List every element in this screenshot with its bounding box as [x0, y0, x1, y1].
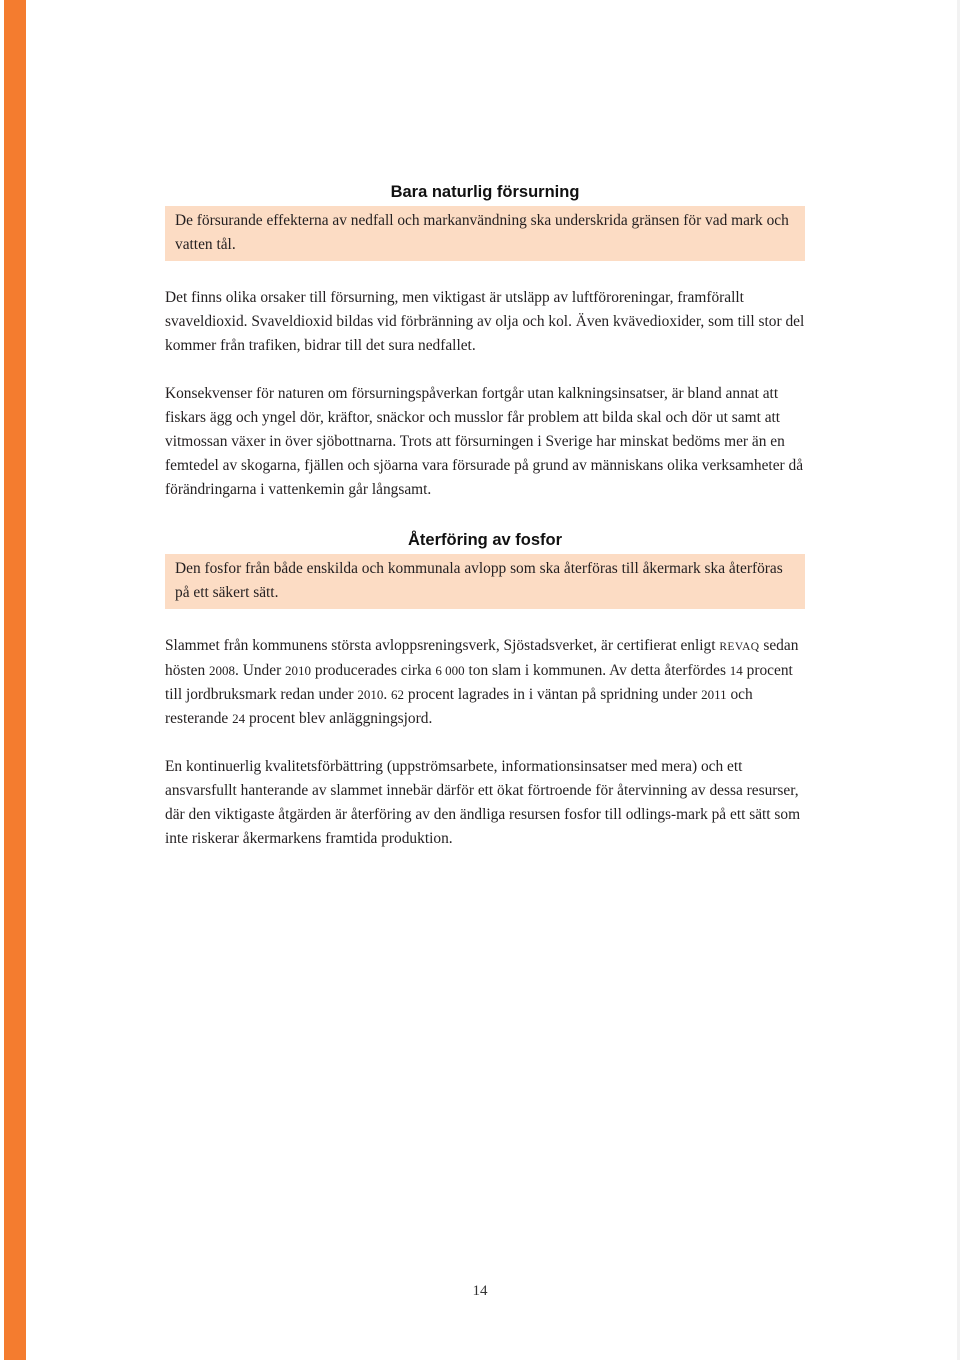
goal-box-acidification: De försurande effekterna av nedfall och markanvändning ska underskrida gränsen för vad mark och vatten tål. [165, 206, 805, 261]
year-value: 2010 [357, 687, 384, 702]
year-value: 2008 [209, 663, 236, 678]
tonnage-value: 6 000 [435, 663, 465, 678]
year-value: 2011 [701, 687, 727, 702]
goal-box-phosphorus: Den fosfor från både enskilda och kommunala avlopp som ska återföras till åkermark ska återföras på ett säkert sätt. [165, 554, 805, 609]
percent-value: 24 [232, 711, 246, 726]
text-fragment: Slammet från kommunens största avloppsreningsverk, Sjöstadsverket, är certifierat enligt [165, 637, 720, 654]
text-fragment: . [383, 686, 392, 703]
revaq-certification: REVAQ [719, 641, 760, 653]
text-fragment: . Under [235, 662, 286, 679]
text-fragment: och resterande [165, 686, 753, 727]
page-number: 14 [472, 1283, 488, 1299]
text-fragment: procent till jordbruksmark redan under [165, 662, 793, 703]
section-heading-acidification: Bara naturlig försurning [390, 183, 580, 201]
paragraph-consequences: Konsekvenser för naturen om försurningspåverkan fortgår utan kalkningsinsatser, är bland annat att fiskars ägg och yngel dör, kräftor, snäckor och musslor får problem att bilda skal och dör ut samt att vitmossan växer in över sjöbottnarna. Trots att försurningen i Sverige har minskat bedöms mer än en femtedel av skogarna, fjällen och sjöarna vara försurade på grund av människans olika verksamheter då förändringarna i vattenkemin går långsamt. [165, 385, 804, 498]
percent-value: 62 [391, 687, 405, 702]
text-fragment: sedan hösten [165, 637, 799, 679]
page-content [165, 178, 805, 875]
percent-value: 14 [729, 663, 743, 678]
text-fragment: ton slam i kommunen. Av detta återfördes [464, 662, 730, 679]
paragraph-causes: Det finns olika orsaker till försurning, men viktigast är utsläpp av luftföroreningar, framförallt svaveldioxid. Svaveldioxid bildas vid förbränning av olja och kol. Även kvävedioxider, som till stor del kommer från trafiken, bidrar till det sura nedfallet. [165, 289, 805, 354]
text-fragment: producerades cirka [311, 662, 436, 679]
text-fragment: procent blev anläggningsjord. [245, 710, 433, 727]
section-heading-phosphorus: Återföring av fosfor [407, 531, 562, 549]
year-value: 2010 [285, 663, 312, 678]
text-fragment: procent lagrades in i väntan på spridning under [404, 686, 702, 703]
paragraph-sludge [165, 634, 805, 731]
orange-margin-strip [4, 0, 26, 1360]
paragraph-quality: En kontinuerlig kvalitetsförbättring (uppströmsarbete, informationsinsatser med mera) och ett ansvarsfullt hanterande av slammet innebär därför ett ökat förtroende för återvinning av dessa resurser, där den viktigaste åtgärden är återföring av den ändliga resursen fosfor till odlings-mark på ett sätt som inte riskerar åkermarkens framtida produktion. [165, 758, 801, 847]
